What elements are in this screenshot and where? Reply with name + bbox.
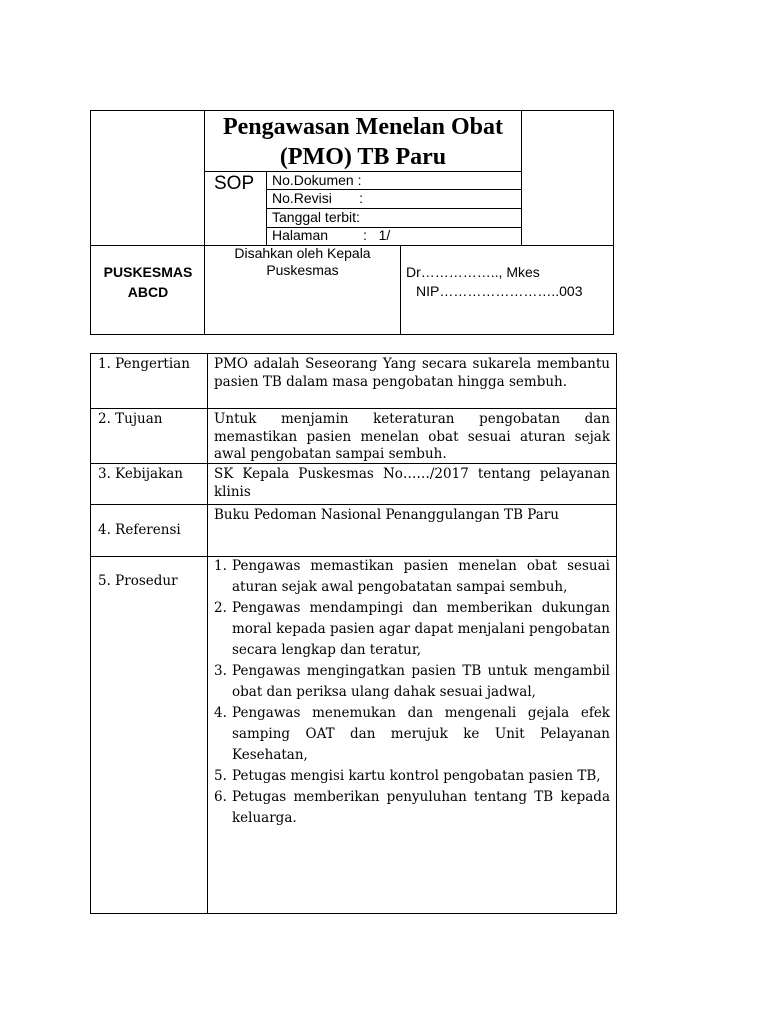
step-text: Petugas mengisi kartu kontrol pengobatan pasien TB, — [232, 768, 601, 784]
label-kebijakan: 3. Kebijakan — [98, 466, 184, 482]
label-prosedur: 5. Prosedur — [98, 573, 178, 589]
label-referensi: 4. Referensi — [98, 522, 181, 538]
signature-col-divider — [400, 245, 401, 335]
step-text: Pengawas mengingatkan pasien TB untuk mengambil obat dan periksa ulang dahak sesuai jadwal, — [232, 663, 610, 700]
sop-label: SOP — [214, 173, 255, 194]
text-tujuan: Untuk menjamin keteraturan pengobatan dan memastikan pasien menelan obat sesuai aturan sejak awal pengobatan sampai sembuh. — [214, 411, 610, 462]
procedure-step — [214, 766, 610, 787]
step-text: Petugas memberikan penyuluhan tentang TB kepada keluarga. — [232, 789, 610, 826]
text-referensi: Buku Pedoman Nasional Penanggulangan TB Paru — [214, 507, 559, 523]
meta-no-dokumen: No.Dokumen : — [272, 172, 362, 188]
puskesmas-name — [91, 262, 205, 302]
meta-tanggal-terbit: Tanggal terbit: — [272, 209, 360, 225]
label-tujuan: 2. Tujuan — [98, 411, 163, 427]
text-kebijakan: SK Kepala Puskesmas No……/2017 tentang pelayanan klinis — [214, 466, 610, 500]
step-number: 2. — [214, 600, 227, 616]
step-number: 6. — [214, 789, 227, 805]
content-border-top — [90, 353, 617, 354]
step-number: 1. — [214, 558, 227, 574]
row-rule-1 — [90, 408, 617, 409]
document-title — [205, 112, 521, 172]
procedure-step — [214, 703, 610, 766]
title-col-divider — [521, 110, 522, 245]
meta-halaman: Halaman : 1/ — [272, 227, 391, 243]
header-border-right — [613, 110, 614, 335]
document-title-line2: (PMO) TB Paru — [279, 144, 447, 170]
signer-nip: NIP……………………..003 — [416, 283, 583, 299]
approval-line1: Disahkan oleh Kepala — [234, 245, 371, 261]
text-pengertian: PMO adalah Seseorang Yang secara sukarela membantu pasien TB dalam masa pengobatan hingga sembuh. — [214, 356, 610, 390]
step-text: Pengawas memastikan pasien menelan obat sesuai aturan sejak awal pengobatatan sampai sembuh, — [232, 558, 610, 595]
step-number: 5. — [214, 768, 227, 784]
content-border-right — [616, 353, 617, 914]
puskesmas-line2: ABCD — [127, 284, 169, 300]
signer-name: Dr…………….., Mkes — [406, 264, 540, 280]
meta-no-revisi: No.Revisi : — [272, 190, 364, 206]
step-number: 4. — [214, 705, 227, 721]
content-border-left — [90, 353, 91, 914]
step-text: Pengawas menemukan dan mengenali gejala efek samping OAT dan merujuk ke Unit Pelayanan Kesehatan, — [232, 705, 610, 763]
procedure-step — [214, 787, 610, 829]
document-title-line1: Pengawasan Menelan Obat — [222, 114, 503, 140]
step-text: Pengawas mendampingi dan memberikan dukungan moral kepada pasien agar dapat menjalani pengobatan secara lengkap dan teratur, — [232, 600, 610, 658]
header-border-bottom — [90, 334, 614, 335]
procedure-step — [214, 598, 610, 661]
row-rule-3 — [90, 504, 617, 505]
puskesmas-line1: PUSKESMAS — [103, 264, 193, 280]
content-border-bottom — [90, 913, 617, 914]
label-pengertian: 1. Pengertian — [98, 356, 190, 372]
header-border-top — [90, 110, 614, 111]
approval-line2: Puskesmas — [266, 262, 339, 278]
approval-label — [205, 245, 400, 279]
procedure-step — [214, 556, 610, 598]
step-number: 3. — [214, 663, 227, 679]
procedure-list — [214, 556, 610, 829]
content-col-divider — [207, 353, 208, 914]
procedure-step — [214, 661, 610, 703]
